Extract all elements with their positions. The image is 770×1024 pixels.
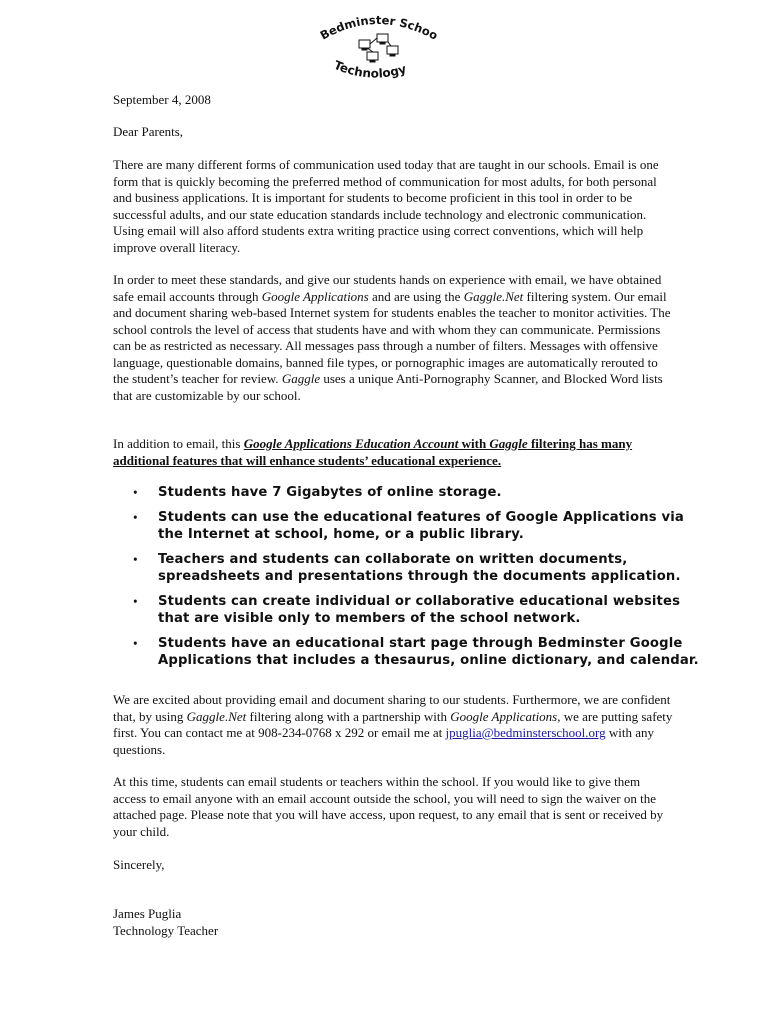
list-item: • Students can use the educational features of Google Applications via the Internet at school, home, or a public library. [133,510,684,542]
paragraph-1: There are many different forms of communication used today that are taught in our schools. Email is one form that is quickly becoming the preferred method of communication for most adults, for both personal and business applications. It is important for students to become proficient in this tool in order to be successful adults, and our state education standards include technology and electronic communication. Using email will also afford students extra writing practice using correct conventions, which will help improve overall literacy. [113,157,659,255]
bullet-icon: • [133,510,138,525]
logo-top-text: Bedminster Schoo [317,12,441,43]
paragraph-2: In order to meet these standards, and give our students hands on experience with email, we have obtained safe email accounts through Google Applications and are using the Gaggle.Net filtering system. Our email and document sharing web-based Internet system for students enables the teacher to monitor activities. The school controls the level of access that students have and with whom they can communicate. Permissions can be as restricted as necessary. All messages pass through a number of filters. Messages with offensive language, questionable domains, banned file types, or pornographic images are automatically rerouted to the student’s teacher for review. Gaggle uses a unique Anti-Pornography Scanner, and Blocked Word lists that are customizable by our school. [113,272,671,403]
list-item: • Students have an educational start page through Bedminster Google Applications that includes a thesaurus, online dictionary, and calendar. [133,636,699,668]
email-link[interactable]: jpuglia@bedminsterschool.org [445,725,606,740]
signature-title: Technology Teacher [113,923,219,938]
logo-bottom-text: Technology [331,57,408,81]
features-list [113,484,713,677]
letter-date: September 4, 2008 [113,92,211,107]
bullet-icon: • [133,636,138,651]
paragraph-5: At this time, students can email students or teachers within the school. If you would like to give them access to email anyone with an email account outside the school, you will need to sign the waiver on the attached page. Please note that you will have access, upon request, to any email that is sent or received by your child. [113,774,664,839]
bullet-icon: • [133,552,138,567]
computers-icon [359,34,398,62]
bullet-icon: • [133,594,138,609]
list-item: • Students can create individual or collaborative educational websites that are visible only to members of the school network. [133,594,681,626]
school-technology-logo [315,10,445,88]
signature-name: James Puglia [113,906,182,921]
salutation: Dear Parents, [113,124,184,139]
closing: Sincerely, [113,857,165,872]
paragraph-4: We are excited about providing email and document sharing to our students. Furthermore, we are confident that, by using Gaggle.Net filtering along with a partnership with Google Applications, we are putting safety first. You can contact me at 908-234-0768 x 292 or email me at jpuglia@bedminsterschool.org with any questions. [113,692,673,757]
bullet-icon: • [133,485,138,500]
list-item: • Teachers and students can collaborate on written documents, spreadsheets and presentations through the documents application. [133,552,681,584]
list-item: • Students have 7 Gigabytes of online storage. [133,485,502,500]
paragraph-3: In addition to email, this Google Applications Education Account with Gaggle filtering has many additional features that will enhance students’ educational experience. [113,436,633,468]
